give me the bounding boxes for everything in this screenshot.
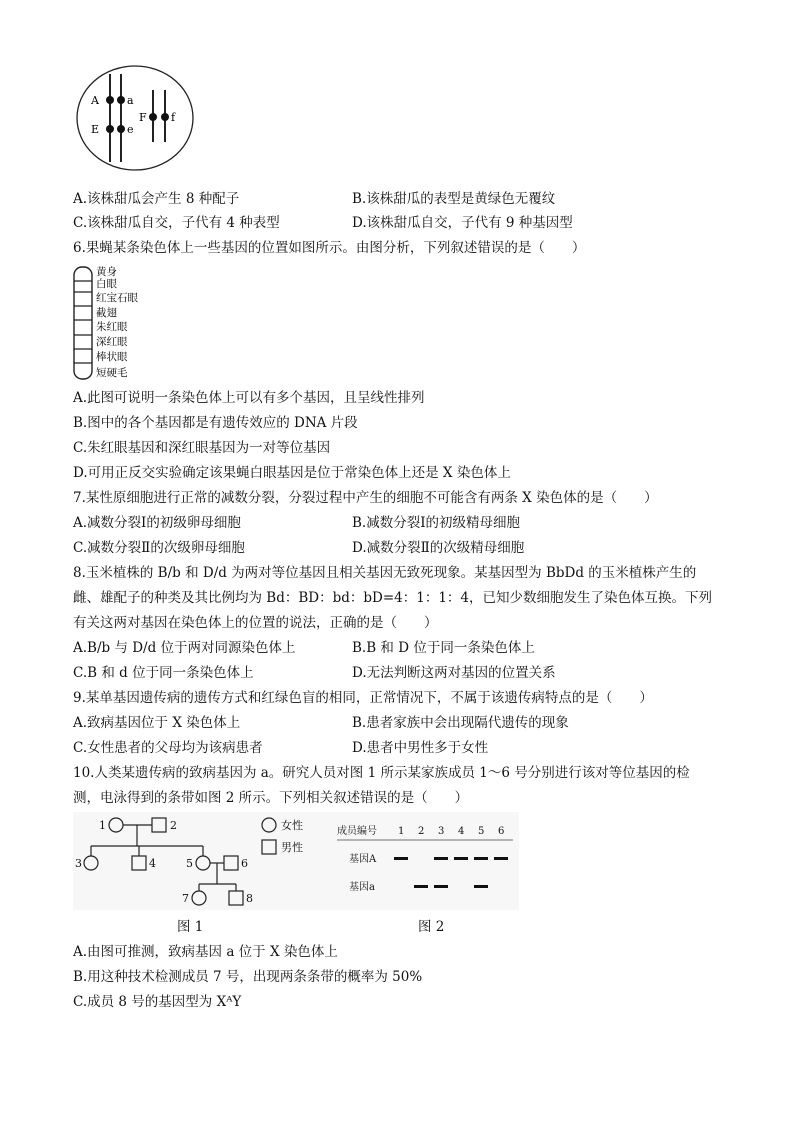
gel-band-a [434,885,448,888]
allele-A: A [91,94,99,107]
q10-option-a: A.由图可推测，致病基因 a 位于 X 染色体上 [73,944,338,960]
pedigree-label: 2 [170,819,177,832]
q5-option-a: A.该株甜瓜会产生 8 种配子 [73,191,240,207]
gel-column-label: 4 [458,826,465,837]
gel-band-A [494,857,508,860]
q6-option-b: B.图中的各个基因都是有遗传效应的 DNA 片段 [73,415,358,431]
q8-stem-line-1: 8.玉米植株的 B/b 和 D/d 为两对等位基因且相关基因无致死现象。某基因型为 BbDd 的玉米植株产生的 [73,565,697,581]
allele-F: F [139,111,147,124]
gene-label: 截翅 [96,307,117,319]
q8-option-a: A.B/b 与 D/d 位于两对同源染色体上 [73,640,296,656]
fig1-caption: 图 1 [177,919,204,935]
gene-label: 朱红眼 [96,321,128,333]
q7-option-a: A.减数分裂Ⅰ的初级卵母细胞 [73,515,241,531]
gene-label: 棒状眼 [96,351,128,363]
allele-f: f [171,111,176,124]
q9-option-c: C.女性患者的父母均为该病患者 [73,740,263,756]
q10-stem-line-2: 测，电泳得到的条带如图 2 所示。下列相关叙述错误的是（ ） [73,790,469,806]
gene-label: 红宝石眼 [96,292,138,304]
q7-option-b: B.减数分裂Ⅰ的初级精母细胞 [352,515,521,531]
q10-option-c: C.成员 8 号的基因型为 XᴬY [73,994,242,1010]
q10-stem-line-1: 10.人类某遗传病的致病基因为 a。研究人员对图 1 所示某家族成员 1～6 号分别进行该对等位基因的检 [73,765,690,781]
q5-option-d: D.该株甜瓜自交，子代有 9 种基因型 [352,215,573,231]
gel-column-label: 2 [418,826,425,837]
q6-stem: 6.果蝇某条染色体上一些基因的位置如图所示。由图分析，下列叙述错误的是（ ） [73,240,586,256]
pedigree-label: 6 [241,857,248,870]
q7-stem: 7.某性原细胞进行正常的减数分裂，分裂过程中产生的细胞不可能含有两条 X 染色体的是（ ） [73,490,658,506]
allele-e: e [127,123,134,136]
gel-column-label: 5 [478,826,485,837]
pedigree-label: 8 [246,892,253,905]
q8-option-c: C.B 和 d 位于同一条染色体上 [73,665,254,681]
legend-female-label: 女性 [281,819,303,832]
q8-option-d: D.无法判断这两对基因的位置关系 [352,665,556,681]
pedigree-label: 3 [75,857,82,870]
q9-option-d: D.患者中男性多于女性 [352,740,489,756]
pedigree-label: 1 [99,819,106,832]
cell-chromosome-figure [73,62,197,174]
allele-E: E [91,123,100,136]
q7-option-d: D.减数分裂Ⅱ的次级精母细胞 [352,540,525,556]
q9-option-b: B.患者家族中会出现隔代遗传的现象 [352,715,569,731]
gene-label: 黄身 [96,266,117,278]
q7-option-c: C.减数分裂Ⅱ的次级卵母细胞 [73,540,245,556]
fruitfly-chromosome-figure [73,265,173,381]
gel-band-a [474,885,488,888]
q8-stem-line-3: 有关这两对基因在染色体上的位置的说法，正确的是（ ） [73,615,438,631]
gel-column-label: 3 [438,826,445,837]
gel-band-A [454,857,468,860]
gel-band-A [394,857,408,860]
q10-option-b: B.用这种技术检测成员 7 号，出现两条条带的概率为 50% [73,969,423,985]
gel-band-a [414,885,428,888]
q5-option-c: C.该株甜瓜自交，子代有 4 种表型 [73,215,280,231]
gel-row-label-a: 基因a [349,882,375,893]
q6-option-d: D.可用正反交实验确定该果蝇白眼基因是位于常染色体上还是 X 染色体上 [73,465,511,481]
gel-column-label: 6 [498,826,505,837]
q8-stem-line-2: 雌、雄配子的种类及其比例均为 Bd：BD：bd：bD=4：1：1：4，已知少数细胞发生了染色体互换。下列 [73,590,713,606]
gel-row-label-A: 基因A [349,854,377,865]
q9-option-a: A.致病基因位于 X 染色体上 [73,715,241,731]
q8-option-b: B.B 和 D 位于同一条染色体上 [352,640,535,656]
pedigree-label: 4 [149,857,156,870]
q5-option-b: B.该株甜瓜的表型是黄绿色无覆纹 [352,191,556,207]
gel-header: 成员编号 [337,826,377,837]
gel-band-A [474,857,488,860]
gene-label: 短硬毛 [96,367,128,379]
allele-a: a [127,94,134,107]
q6-option-a: A.此图可说明一条染色体上可以有多个基因，且呈线性排列 [73,390,425,406]
pedigree-label: 7 [182,892,189,905]
legend-male-label: 男性 [281,841,303,854]
gel-column-label: 1 [398,826,405,837]
gel-band-A [434,857,448,860]
q9-stem: 9.某单基因遗传病的遗传方式和红绿色盲的相同，正常情况下，不属于该遗传病特点的是（ ） [73,690,653,706]
pedigree-label: 5 [186,857,193,870]
fig2-caption: 图 2 [418,919,445,935]
pedigree-gel-figure [73,812,519,910]
gene-label: 白眼 [96,278,117,290]
gene-label: 深红眼 [96,336,128,348]
q6-option-c: C.朱红眼基因和深红眼基因为一对等位基因 [73,440,331,456]
